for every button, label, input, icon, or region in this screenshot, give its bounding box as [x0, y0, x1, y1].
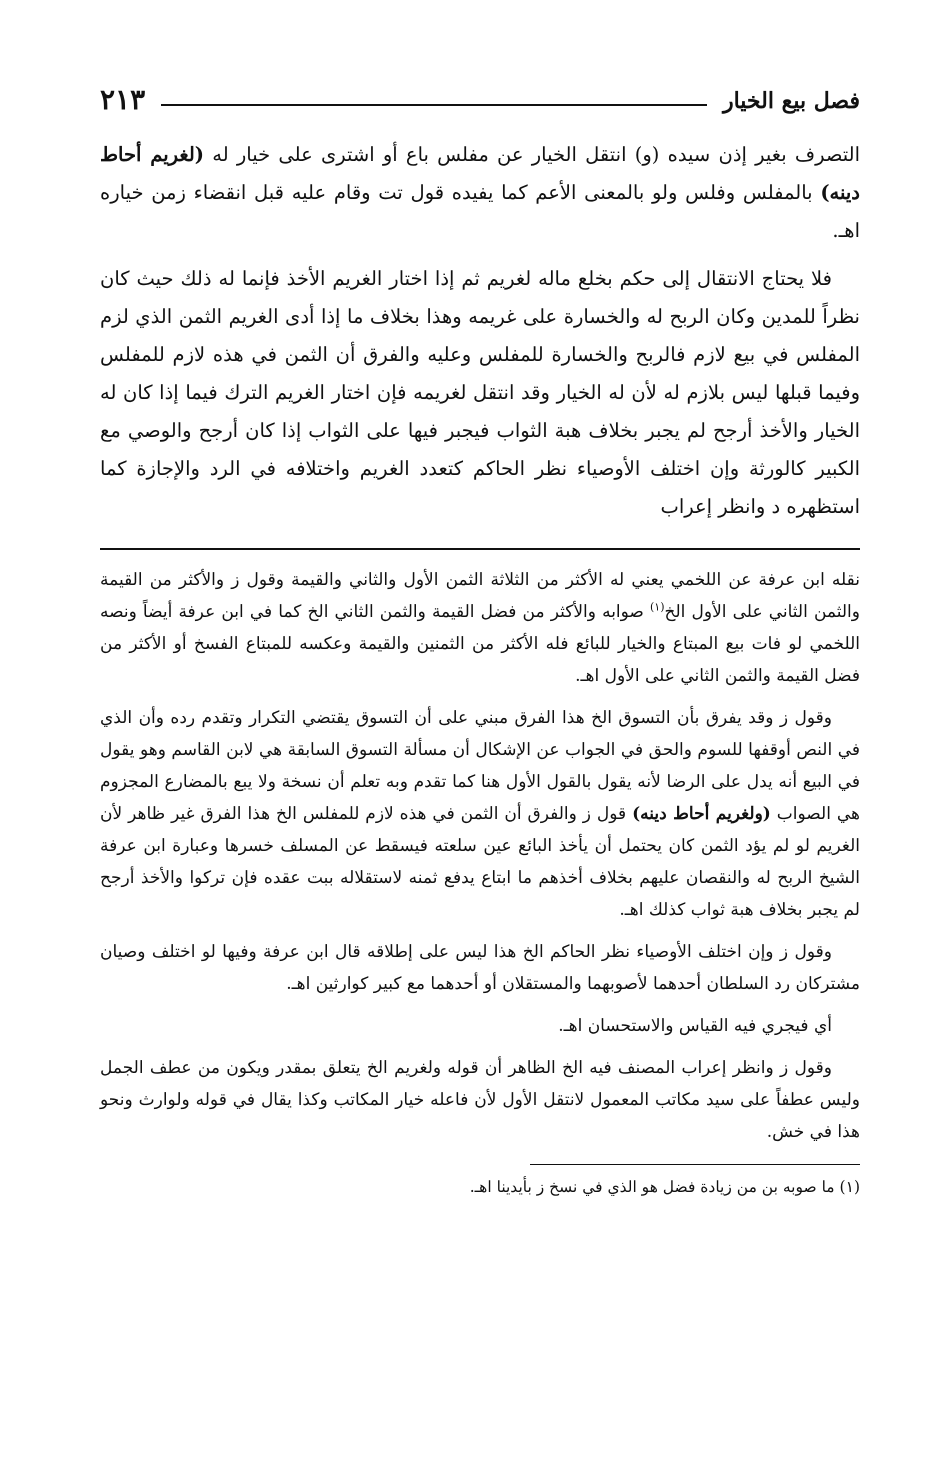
bold-lemma: (لغريم أحاط دينه): [100, 143, 860, 204]
page-header: [100, 78, 860, 114]
footnote: [100, 1173, 860, 1201]
text-run: قول ز والفرق أن الثمن في هذه لازم للمفلس الخ هذا الفرق غير ظاهر لأن الغريم لو لم يؤد الثمن كان يحتمل أن يأخذ البائع عين سلعته فيسقط عن المسلف خسرها وعبارة ابن عرفة الشيخ الربح له والنقصان عليهم بخلاف أخذهم ما ابتاع يدفع ثمنه لاستقلاله ببت عقده فإن تركوا والأخذ أرجح لم يجبر بخلاف هبة ثواب كذلك اهـ.: [100, 804, 860, 920]
note-paragraph-1: [100, 564, 860, 692]
note-paragraph-5: وقول ز وانظر إعراب المصنف فيه الخ الظاهر أن قوله ولغريم الخ يتعلق بمقدر ويكون من عطف الجمل وليس عطفاً على سيد مكاتب المعمول لانتقل الأول لأن فاعله خيار المكاتب وكذا يقال في قوله ولوارث ونحو هذا في خش.: [100, 1058, 860, 1142]
text-run: التصرف بغير إذن سيده (و) انتقل الخيار عن مفلس باع أو اشترى على خيار له: [204, 143, 860, 166]
main-text: [100, 136, 860, 526]
header-rule: [161, 104, 707, 106]
commentary-separator: [100, 548, 860, 550]
main-paragraph-2: فلا يحتاج الانتقال إلى حكم بخلع ماله لغريم ثم إذا اختار الغريم الأخذ فإنما له ذلك حيث كان نظراً للمدين وكان الربح له والخسارة على غريمه وهذا بخلاف ما إذا أدى الغريم الثمن الذي لزم المفلس في بيع لازم فالربح والخسارة للمفلس وعليه والفرق أن الثمن في هذه لازم للمفلس وفيما قبلها ليس بلازم له لأن له الخيار وقد انتقل لغريمه فإن اختار الغريم الترك فيما إذا كان له الخيار والأخذ أرجح لم يجبر بخلاف هبة الثواب فيجبر فيها على الثواب إذا كان أرجح والوصي مع الكبير كالورثة وإن اختلف الأوصياء نظر الحاكم كتعدد الغريم واختلافه في الرد والإجازة كما استظهره د وانظر إعراب: [100, 267, 860, 518]
note-paragraph-4: أي فيجري فيه القياس والاستحسان اهـ.: [558, 1016, 832, 1036]
page-number: ٢١٣: [100, 83, 146, 116]
main-paragraph-1: [100, 136, 860, 250]
footnote-number: (١): [839, 1178, 860, 1196]
text-run: نقله ابن عرفة عن اللخمي يعني له الأكثر من الثلاثة الثمن الأول والثاني والقيمة وقول ز والأكثر من القيمة والثمن الثاني على الأول الخ: [100, 570, 860, 622]
note-paragraph-2: [100, 702, 860, 926]
footnote-text: ما صوبه بن من زيادة فضل هو الذي في نسخ ز بأيدينا اهـ.: [469, 1178, 835, 1196]
commentary-notes: [100, 564, 860, 1148]
bold-lemma: (ولغريم أحاط دينه): [632, 804, 771, 824]
text-run: بالمفلس وفلس ولو بالمعنى الأعم كما يفيده قول تت وقام عليه قبل انقضاء زمن خياره اهـ.: [100, 181, 860, 242]
text-run: وقول ز وقد يفرق بأن التسوق الخ هذا الفرق مبني على أن التسوق يقتضي التكرار وتقدم رده وأن الذي في النص أوقفها للسوم والحق في الجواب عن الإشكال أن مسألة التسوق السابقة هي لابن القاسم وهو يقول في البيع أنه يدل على الرضا لأنه يقول بالقول الأول هنا كما تقدم وبه تعلم أن نسخة ولا يبع بالمضارع المجزوم هي الصواب: [100, 708, 860, 824]
footnote-separator: [530, 1164, 860, 1165]
note-paragraph-3: وقول ز وإن اختلف الأوصياء نظر الحاكم الخ هذا ليس على إطلاقه قال ابن عرفة وفيها لو اختلف وصيان مشتركان رد السلطان أحدهما لأصوبهما والمستقلان أو أحدهما مع كبير كوارثين اهـ.: [100, 942, 860, 994]
chapter-title: فصل بيع الخيار: [722, 88, 860, 114]
footnote-marker: (١): [650, 600, 665, 614]
text-run: صوابه والأكثر من فضل القيمة والثمن الثاني الخ كما في ابن عرفة أيضاً ونصه اللخمي لو فات بيع المبتاع والخيار للبائع فله الأكثر من الثمنين والقيمة وعكسه للمبتاع الفسخ أو الأكثر من فضل القيمة والثمن الثاني على الأول اهـ.: [100, 602, 860, 686]
document-page: [100, 78, 860, 1201]
